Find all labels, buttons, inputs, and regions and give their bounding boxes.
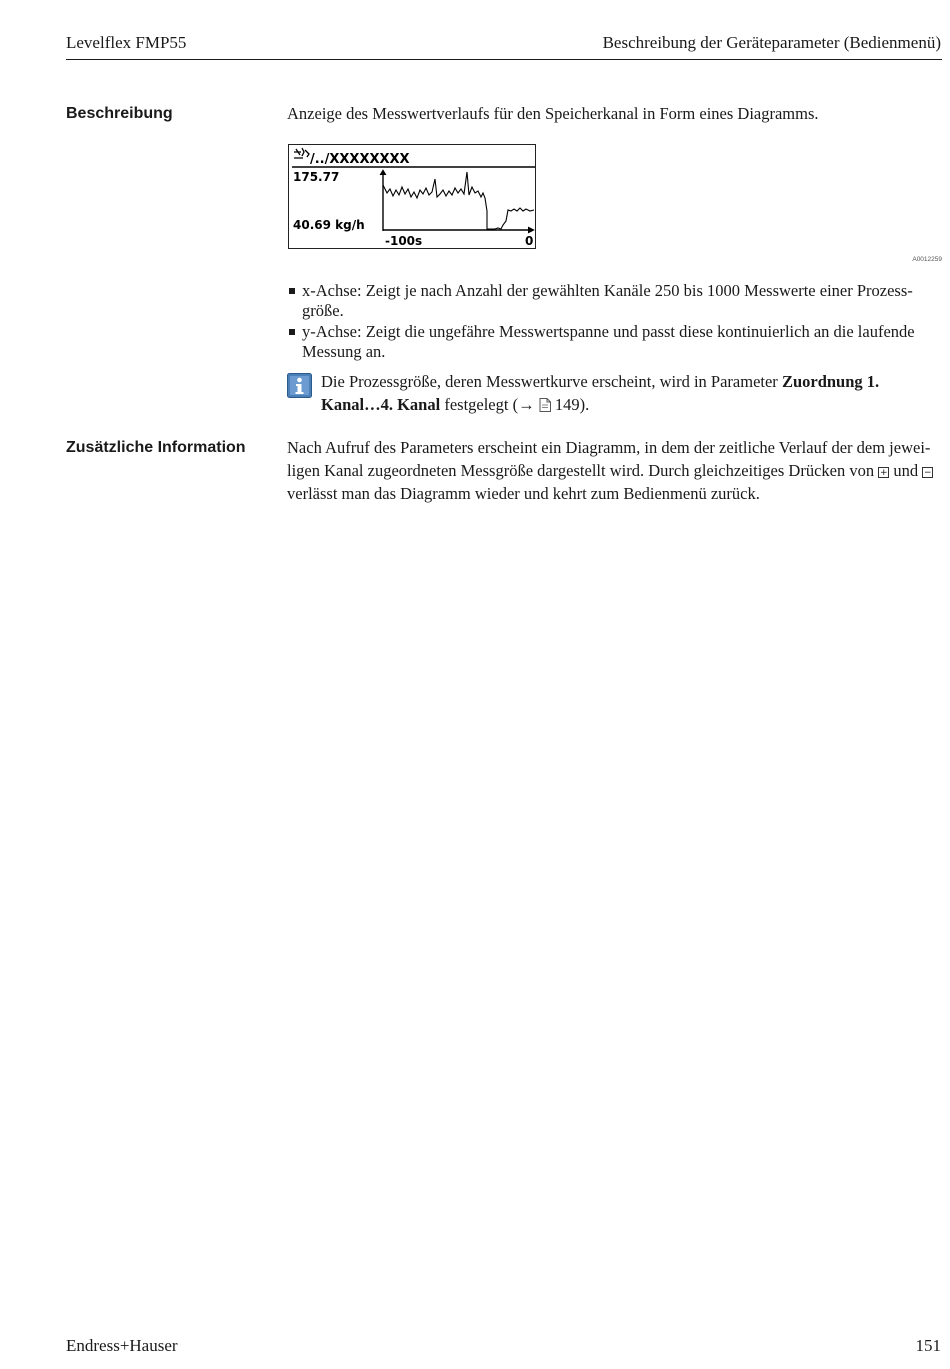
display-trend-curve <box>383 172 534 229</box>
list-item <box>287 281 927 321</box>
display-menu-icon <box>294 148 309 158</box>
list-item <box>287 322 927 362</box>
display-screenshot <box>288 144 536 249</box>
display-path: /../XXXXXXXX <box>310 152 410 167</box>
zusatz-text-part2: verlässt man das Diagramm wieder und kehrt zum Bedienmenü zurück. <box>287 484 760 503</box>
bullet-text-x-axis: x-Achse: Zeigt je nach Anzahl der gewählten Kanäle 250 bis 1000 Messwerte einer Prozess-größe. <box>302 281 913 320</box>
zusatz-text <box>287 436 937 505</box>
bullet-text-y-axis: y-Achse: Zeigt die ungefähre Messwertspanne und passt diese kontinuierlich an die laufende Messung an. <box>302 322 915 361</box>
display-y-min: 40.69 kg/h <box>293 218 365 232</box>
zusatz-text-part1: Nach Aufruf des Parameters erscheint ein Diagramm, in dem der zeitliche Verlauf der dem jewei-ligen Kanal zugeordneten Messgröße dargestellt wird. Durch gleichzeitiges Drücken von <box>287 438 931 480</box>
zusatz-text-and: und <box>893 461 919 480</box>
note-page-ref: 149). <box>554 395 590 414</box>
bullet-marker <box>289 288 295 294</box>
info-icon <box>287 373 312 398</box>
note-pre: Die Prozessgröße, deren Messwertkurve erscheint, wird in Parameter <box>321 372 778 391</box>
label-beschreibung: Beschreibung <box>66 105 173 122</box>
label-zusatz: Zusätzliche Information <box>66 439 246 456</box>
beschreibung-intro: Anzeige des Messwertverlaufs für den Speicherkanal in Form eines Diagramms. <box>287 104 819 123</box>
page-number: 151 <box>915 1336 941 1355</box>
note-text <box>321 370 887 416</box>
bullet-list <box>287 281 927 363</box>
plus-key-icon: + <box>879 468 888 478</box>
page-reference-icon <box>539 398 551 412</box>
display-y-max: 175.77 <box>293 170 340 184</box>
footer-company: Endress+Hauser <box>66 1336 178 1355</box>
header-rule <box>66 59 942 60</box>
header-chapter: Beschreibung der Geräteparameter (Bedienmenü) <box>602 33 941 52</box>
bullet-marker <box>289 329 295 335</box>
display-y-arrow <box>380 170 386 175</box>
note-parameter-name: Zuordnung 1. Kanal…4. Kanal <box>321 372 880 414</box>
display-x-start: -100s <box>385 234 423 248</box>
display-x-end: 0 <box>525 234 534 248</box>
note-post: festgelegt (→ <box>444 395 535 414</box>
header-product: Levelflex FMP55 <box>66 33 187 52</box>
figure-id: A0012259 <box>912 256 942 263</box>
display-x-arrow <box>528 227 534 233</box>
minus-key-icon: − <box>923 468 932 478</box>
